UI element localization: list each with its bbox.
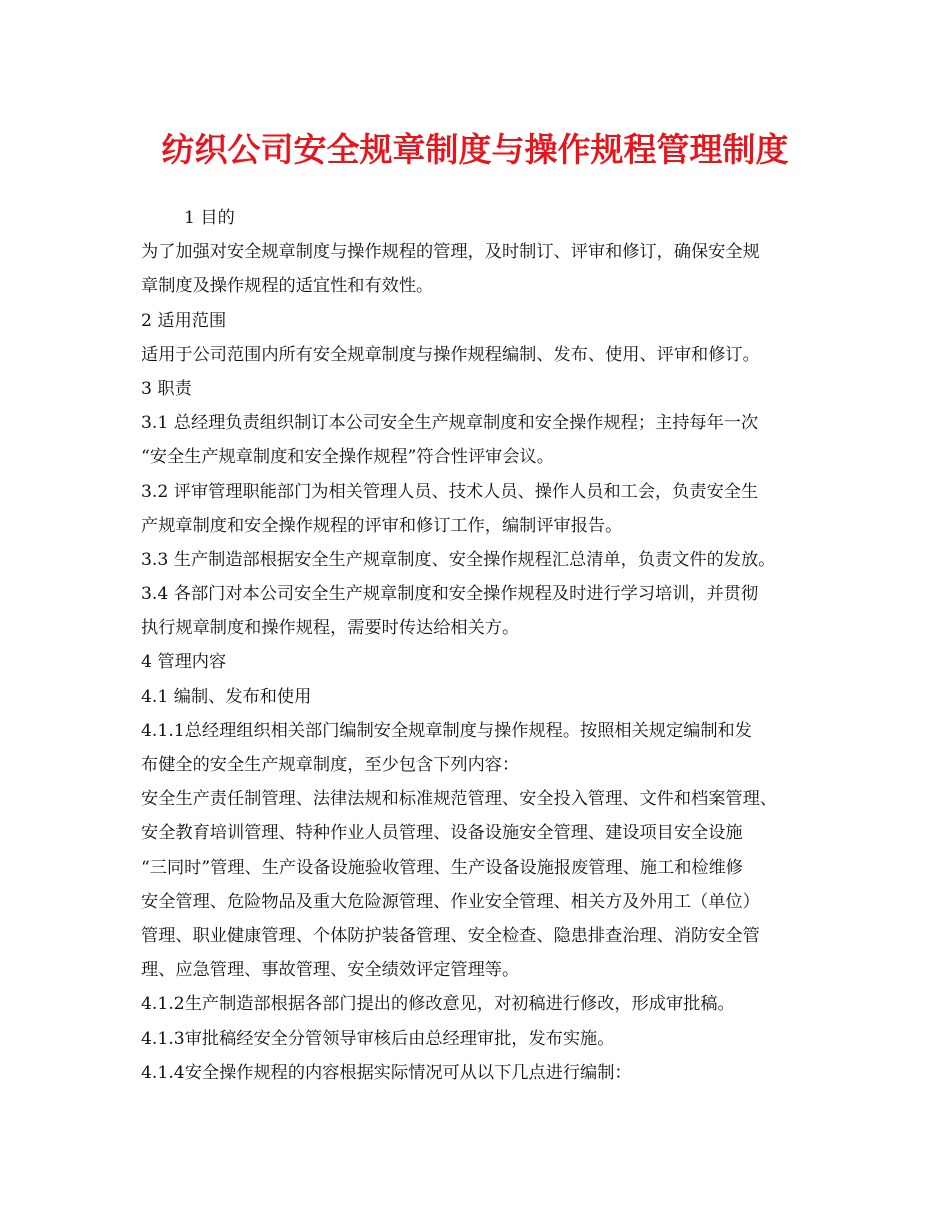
section-heading-3: 3 职责: [141, 378, 192, 399]
paragraph-line: 3.1 总经理负责组织制订本公司安全生产规章制度和安全操作规程；主持每年一次: [141, 413, 759, 434]
paragraph-line: 产规章制度和安全操作规程的评审和修订工作，编制评审报告。: [141, 515, 623, 536]
document-title: 纺织公司安全规章制度与操作规程管理制度: [161, 130, 789, 169]
paragraph-line: 3.3 生产制造部根据安全生产规章制度、安全操作规程汇总清单，负责文件的发放。: [141, 549, 776, 570]
paragraph-line: 3.2 评审管理职能部门为相关管理人员、技术人员、操作人员和工会，负责安全生: [141, 481, 759, 502]
paragraph-line: 4.1.2生产制造部根据各部门提出的修改意见，对初稿进行修改，形成审批稿。: [141, 994, 735, 1015]
paragraph-line: “安全生产规章制度和安全操作规程”符合性评审会议。: [141, 447, 554, 468]
paragraph-line: “三同时”管理、生产设备设施验收管理、生产设备设施报废管理、施工和检维修: [141, 857, 743, 878]
section-heading-1: 1 目的: [184, 208, 235, 228]
document-body: [141, 201, 831, 1090]
section-heading-2: 2 适用范围: [141, 310, 227, 331]
paragraph-line: 理、应急管理、事故管理、安全绩效评定管理等。: [141, 960, 520, 981]
subsection-heading: 4.1 编制、发布和使用: [141, 686, 312, 707]
paragraph-line: 安全教育培训管理、特种作业人员管理、设备设施安全管理、建设项目安全设施: [141, 823, 743, 844]
paragraph-line: 管理、职业健康管理、个体防护装备管理、安全检查、隐患排查治理、消防安全管: [141, 925, 760, 946]
paragraph-line: 适用于公司范围内所有安全规章制度与操作规程编制、发布、使用、评审和修订。: [141, 344, 760, 365]
paragraph-line: 为了加强对安全规章制度与操作规程的管理，及时制订、评审和修订，确保安全规: [141, 242, 760, 263]
paragraph-line: 4.1.1总经理组织相关部门编制安全规章制度与操作规程。按照相关规定编制和发: [141, 720, 752, 741]
paragraph-line: 安全管理、危险物品及重大危险源管理、作业安全管理、相关方及外用工（单位）: [141, 891, 760, 912]
paragraph-line: 章制度及操作规程的适宜性和有效性。: [141, 276, 434, 297]
paragraph-line: 执行规章制度和操作规程，需要时传达给相关方。: [141, 618, 520, 639]
paragraph-line: 布健全的安全生产规章制度，至少包含下列内容：: [141, 755, 520, 775]
section-heading-4: 4 管理内容: [141, 652, 227, 673]
paragraph-line: 安全生产责任制管理、法律法规和标准规范管理、安全投入管理、文件和档案管理、: [141, 789, 777, 810]
paragraph-line: 4.1.4安全操作规程的内容根据实际情况可从以下几点进行编制：: [141, 1062, 632, 1083]
paragraph-line: 3.4 各部门对本公司安全生产规章制度和安全操作规程及时进行学习培训，并贯彻: [141, 584, 759, 605]
paragraph-line: 4.1.3审批稿经安全分管领导审核后由总经理审批，发布实施。: [141, 1028, 615, 1049]
